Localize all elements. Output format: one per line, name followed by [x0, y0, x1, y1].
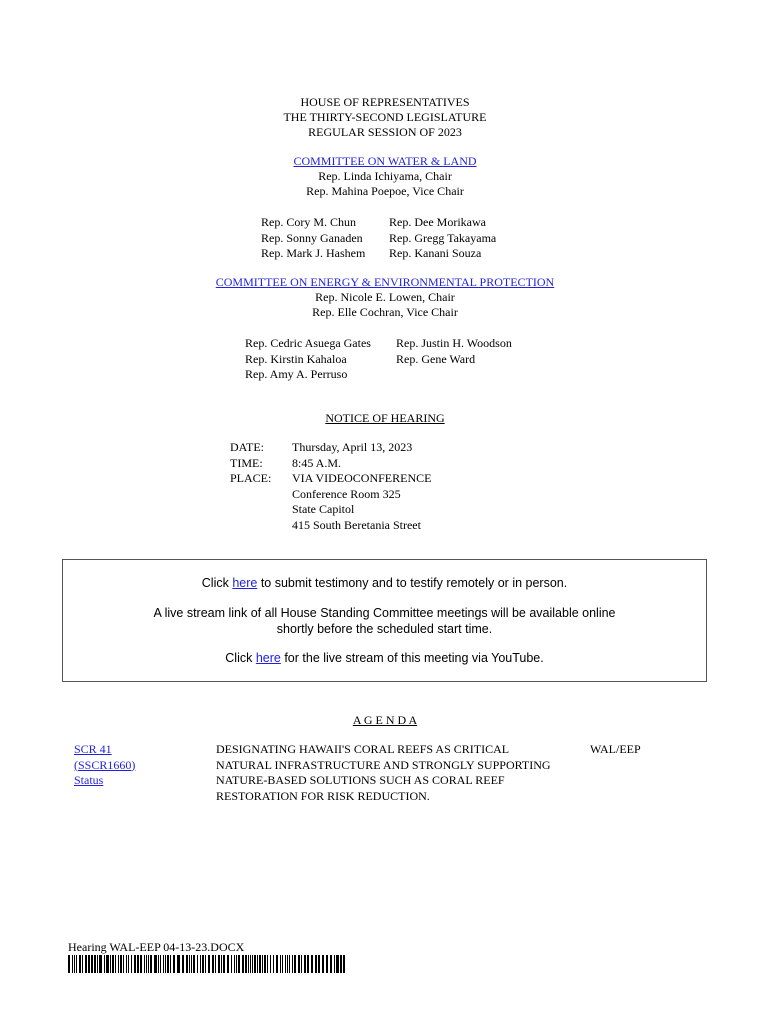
place-line: Conference Room 325 — [292, 486, 401, 501]
youtube-text-post: for the live stream of this meeting via YouTube. — [280, 651, 544, 665]
committee-water-land — [0, 154, 770, 199]
agenda-item-description — [216, 742, 586, 804]
member: Rep. Dee Morikawa — [389, 215, 486, 229]
member: Rep. Amy A. Perruso — [245, 367, 348, 381]
agenda-referral: WAL/EEP — [590, 742, 641, 756]
committee-energy-env-link[interactable]: COMMITTEE ON ENERGY & ENVIRONMENTAL PROTECTION — [215, 275, 555, 289]
member: Rep. Justin H. Woodson — [396, 336, 512, 350]
member: Rep. Cedric Asuega Gates — [245, 336, 371, 350]
committee-2-vice-chair: Rep. Elle Cochran, Vice Chair — [312, 305, 458, 319]
header-line-2: THE THIRTY-SECOND LEGISLATURE — [283, 110, 487, 124]
footer-filename: Hearing WAL-EEP 04-13-23.DOCX — [68, 940, 245, 954]
member: Rep. Kanani Souza — [389, 246, 482, 260]
agenda-title-row — [0, 713, 770, 728]
committee-2-members-left — [245, 336, 371, 383]
agenda-item-links — [74, 742, 135, 789]
youtube-line — [63, 651, 706, 665]
time-label: TIME: — [230, 455, 263, 470]
committee-2-members-right — [396, 336, 512, 367]
date-label: DATE: — [230, 440, 264, 454]
place-line: VIA VIDEOCONFERENCE — [292, 471, 432, 485]
date-value: Thursday, April 13, 2023 — [292, 440, 413, 454]
committee-1-vice-chair: Rep. Mahina Poepoe, Vice Chair — [306, 184, 464, 198]
member: Rep. Gene Ward — [396, 351, 476, 366]
testimony-line — [63, 576, 706, 590]
notice-title: NOTICE OF HEARING — [325, 411, 445, 425]
member: Rep. Cory M. Chun — [261, 215, 357, 229]
testimony-link[interactable]: here — [232, 576, 258, 590]
status-link[interactable]: Status — [74, 773, 104, 787]
youtube-link[interactable]: here — [255, 651, 281, 665]
committee-2-chair: Rep. Nicole E. Lowen, Chair — [315, 290, 455, 304]
document-header — [0, 95, 770, 140]
committee-1-members-right — [389, 215, 496, 262]
bill-link-scr41[interactable]: SCR 41 — [74, 742, 112, 756]
description-line: NATURE-BASED SOLUTIONS SUCH AS CORAL REEF — [216, 773, 505, 787]
header-line-1: HOUSE OF REPRESENTATIVES — [300, 95, 470, 109]
place-line: 415 South Beretania Street — [292, 517, 421, 532]
member: Rep. Sonny Ganaden — [261, 230, 363, 245]
testimony-info-box — [62, 559, 707, 682]
testimony-text-pre: Click — [201, 576, 233, 590]
member: Rep. Mark J. Hashem — [261, 246, 366, 260]
member: Rep. Gregg Takayama — [389, 230, 497, 245]
place-label: PLACE: — [230, 471, 272, 485]
youtube-text-pre: Click — [225, 651, 256, 665]
description-line: RESTORATION FOR RISK REDUCTION. — [216, 788, 430, 803]
committee-water-land-link[interactable]: COMMITTEE ON WATER & LAND — [293, 154, 477, 168]
committee-energy-env — [0, 275, 770, 320]
livestream-note-line-1: A live stream link of all House Standing Committee meetings will be available online — [153, 606, 616, 620]
committee-report-link[interactable]: (SSCR1660) — [74, 757, 136, 772]
committee-1-chair: Rep. Linda Ichiyama, Chair — [318, 169, 452, 183]
description-line: NATURAL INFRASTRUCTURE AND STRONGLY SUPPORTING — [216, 757, 551, 772]
testimony-text-post: to submit testimony and to testify remotely or in person. — [257, 576, 568, 590]
notice-title-row — [0, 411, 770, 426]
description-line: DESIGNATING HAWAII'S CORAL REEFS AS CRITICAL — [216, 742, 510, 756]
time-value: 8:45 A.M. — [292, 455, 342, 470]
livestream-note-line-2: shortly before the scheduled start time. — [276, 622, 493, 636]
hearing-labels — [230, 440, 271, 487]
committee-1-members-left — [261, 215, 365, 262]
member: Rep. Kirstin Kahaloa — [245, 351, 347, 366]
header-line-3: REGULAR SESSION OF 2023 — [308, 125, 462, 139]
barcode-image — [68, 955, 350, 973]
place-line: State Capitol — [292, 502, 355, 516]
hearing-values — [292, 440, 431, 533]
agenda-title: A G E N D A — [352, 713, 418, 727]
